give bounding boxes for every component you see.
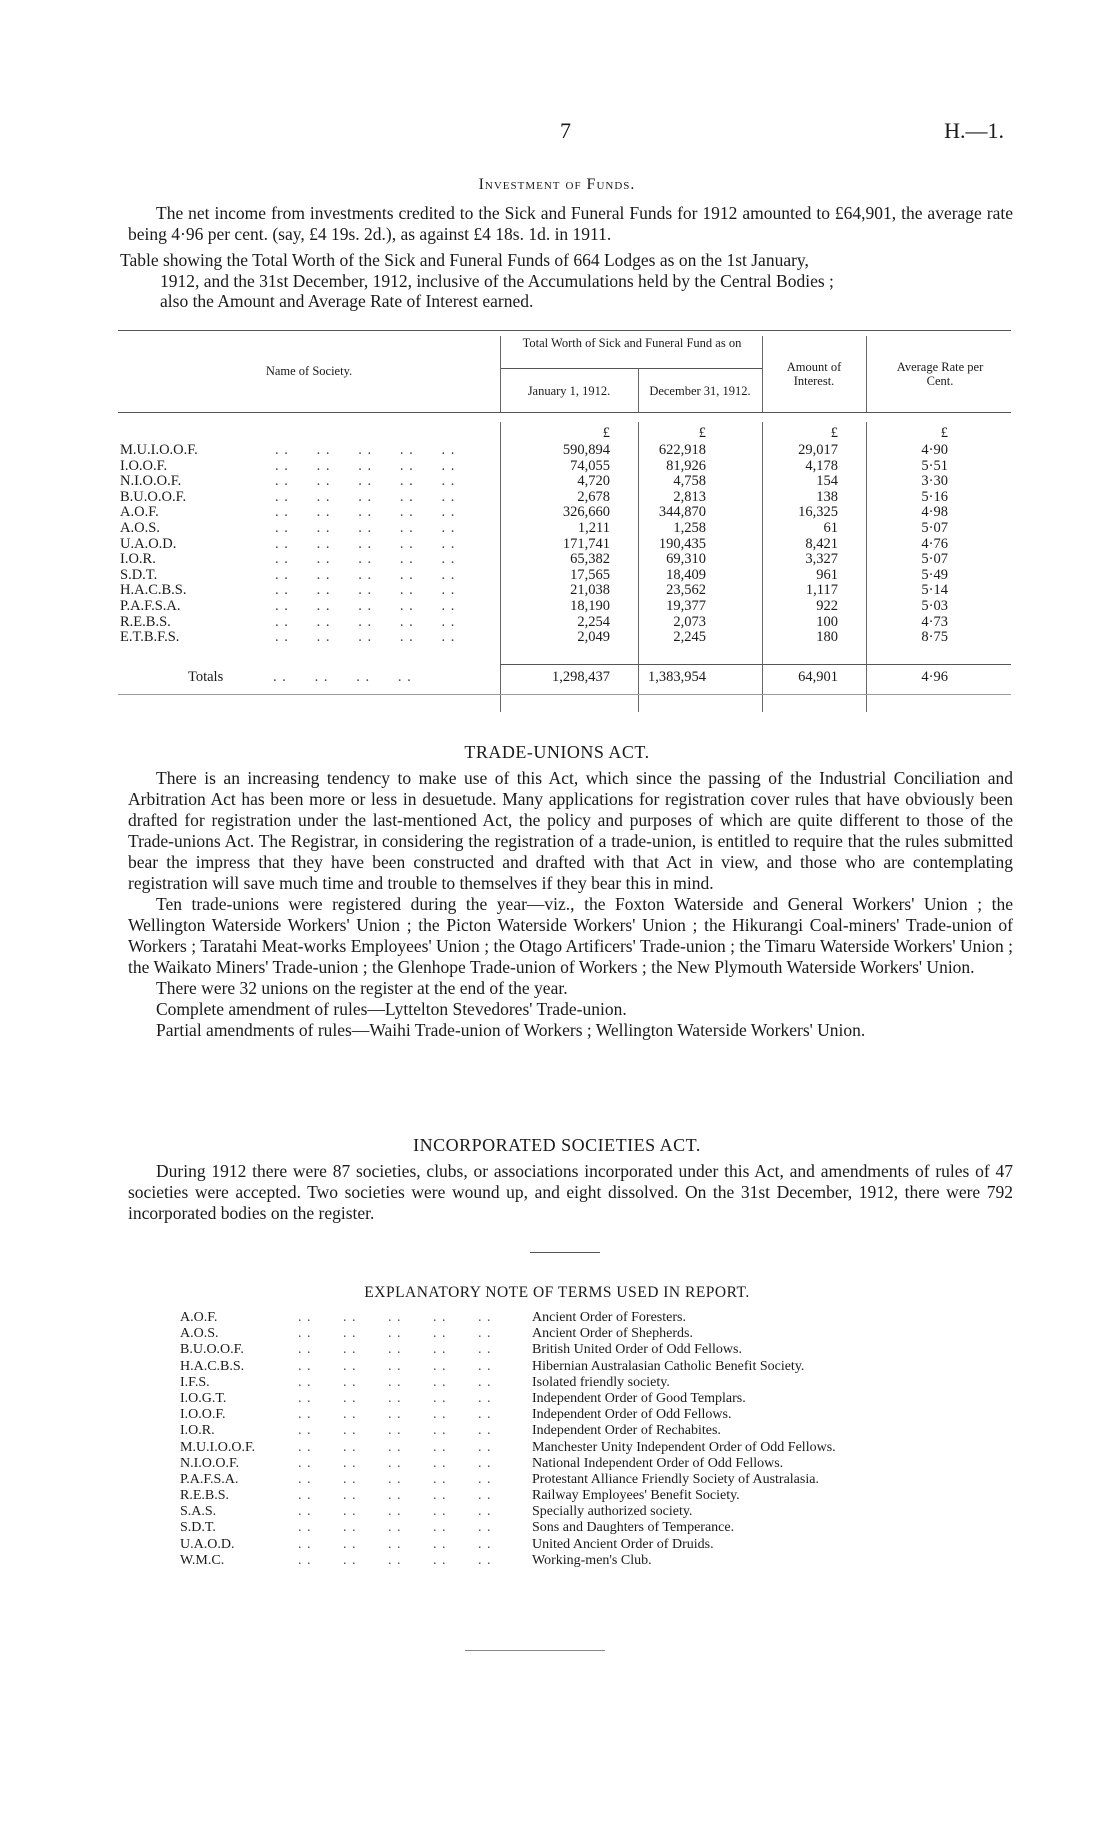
society-name: A.O.S. [120, 520, 160, 536]
table-caption [120, 250, 1015, 312]
cell-jan: 4,720 [577, 473, 610, 490]
cell-interest: 16,325 [798, 504, 838, 521]
leader-dots: . . . . . . . . . . [275, 582, 456, 599]
glossary-item [180, 1472, 1000, 1488]
cell-rate: 5·51 [921, 457, 948, 474]
cell-rate: 3·30 [921, 473, 948, 490]
cell-dec: 81,926 [666, 457, 706, 474]
leader-dots: . . . . . . . . . . [298, 1455, 492, 1471]
glossary-abbreviation: I.O.O.F. [180, 1407, 226, 1423]
cell-interest: 8,421 [805, 535, 838, 552]
cell-interest: 3,327 [805, 551, 838, 568]
totals-row [118, 670, 1011, 686]
trade-unions-p4: Complete amendment of rules—Lyttelton Stevedores' Trade-union. [156, 999, 627, 1019]
society-name: R.E.B.S. [120, 613, 171, 630]
table-divider [500, 336, 501, 412]
leader-dots: . . . . . . . . . . [298, 1471, 492, 1487]
cell-jan: 17,565 [570, 566, 610, 583]
glossary-definition: Sons and Daughters of Temperance. [532, 1520, 735, 1536]
glossary-definition: Hibernian Australasian Catholic Benefit Society. [532, 1358, 805, 1374]
glossary-item [180, 1440, 1000, 1456]
leader-dots: . . . . . . . . . . [275, 504, 456, 521]
cell-jan: 1,211 [577, 520, 610, 536]
cell-jan: 326,660 [562, 504, 610, 521]
leader-dots: . . . . . . . . . . [275, 473, 456, 490]
cell-dec: 190,435 [658, 535, 706, 552]
table-caption-line-3: also the Amount and Average Rate of Interest earned. [160, 291, 534, 311]
leader-dots: . . . . . . . . . . [298, 1536, 492, 1552]
cell-rate: 4·76 [921, 535, 948, 552]
trade-unions-section [128, 768, 1013, 1041]
leader-dots: . . . . . . . . . . [298, 1504, 492, 1520]
table-row [118, 630, 1011, 646]
header-january: January 1, 1912. [527, 384, 611, 398]
leader-dots: . . . . . . . . . . [275, 520, 456, 536]
totals-interest: 64,901 [798, 669, 838, 685]
unit-jan: £ [602, 425, 610, 441]
table-caption-line-2: 1912, and the 31st December, 1912, inclusive of the Accumulations held by the Central Bodies ; [160, 270, 834, 291]
glossary-abbreviation: R.E.B.S. [180, 1488, 230, 1504]
leader-dots: . . . . . . . . . . [298, 1310, 492, 1325]
glossary-abbreviation: H.A.C.B.S. [180, 1358, 245, 1374]
glossary-item [180, 1375, 1000, 1391]
glossary-abbreviation: A.O.S. [180, 1326, 219, 1342]
glossary-heading: EXPLANATORY NOTE OF TERMS USED IN REPORT. [364, 1284, 750, 1301]
table-row [118, 443, 1011, 459]
cell-interest: 100 [816, 613, 838, 630]
cell-rate: 5·16 [921, 488, 948, 505]
document-reference: H.—1. [944, 118, 1004, 143]
cell-interest: 154 [816, 473, 838, 490]
cell-jan: 2,049 [577, 629, 610, 646]
glossary-abbreviation: I.O.G.T. [180, 1390, 227, 1406]
table-subheader-rule [500, 368, 762, 369]
table-header-rule [118, 412, 1011, 413]
glossary-abbreviation: U.A.O.D. [180, 1536, 235, 1552]
cell-jan: 74,055 [570, 457, 610, 474]
glossary-definition: Independent Order of Rechabites. [532, 1423, 721, 1439]
cell-jan: 590,894 [562, 442, 610, 458]
incorporated-p1: During 1912 there were 87 societies, clubs, or associations incorporated under this Act, and amendments of rules of 47 societies were accepted. Two societies were wound up, and eight dissolved. On the 31st December, 1912, there were 792 incorporated bodies on the register. [128, 1161, 1013, 1223]
glossary-item [180, 1326, 1000, 1342]
end-rule [465, 1650, 605, 1651]
cell-rate: 8·75 [921, 629, 948, 646]
glossary-abbreviation: A.O.F. [180, 1310, 218, 1325]
trade-unions-p5: Partial amendments of rules—Waihi Trade-union of Workers ; Wellington Waterside Workers' Union. [156, 1020, 866, 1040]
leader-dots: . . . . . . . . . . [298, 1326, 492, 1342]
glossary-item [180, 1391, 1000, 1407]
cell-dec: 18,409 [666, 566, 706, 583]
glossary-item [180, 1456, 1000, 1472]
trade-unions-heading: TRADE-UNIONS ACT. [464, 742, 650, 762]
cell-dec: 622,918 [658, 442, 706, 458]
leader-dots: . . . . . . . . . . [298, 1407, 492, 1423]
glossary-item [180, 1407, 1000, 1423]
unit-dec: £ [698, 425, 706, 441]
cell-rate: 4·98 [921, 504, 948, 521]
cell-rate: 5·07 [921, 520, 948, 536]
glossary-item [180, 1537, 1000, 1553]
unit-interest: £ [830, 425, 838, 441]
glossary-abbreviation: B.U.O.O.F. [180, 1342, 244, 1358]
society-name: M.U.I.O.O.F. [120, 442, 198, 458]
glossary-item [180, 1310, 1000, 1326]
cell-dec: 19,377 [666, 598, 706, 614]
society-name: H.A.C.B.S. [120, 582, 187, 599]
unit-rate: £ [940, 425, 948, 441]
cell-interest: 922 [816, 598, 838, 614]
glossary-abbreviation: P.A.F.S.A. [180, 1471, 239, 1487]
leader-dots: . . . . . . . . . . [298, 1488, 492, 1504]
leader-dots: . . . . . . . . . . [298, 1423, 492, 1439]
society-name: I.O.R. [120, 551, 156, 568]
leader-dots: . . . . . . . . . . [275, 488, 456, 505]
society-name: U.A.O.D. [120, 535, 177, 552]
cell-dec: 23,562 [666, 582, 706, 599]
glossary-definition: Ancient Order of Shepherds. [532, 1326, 693, 1342]
cell-dec: 1,258 [673, 520, 706, 536]
society-name: A.O.F. [120, 504, 159, 521]
cell-rate: 5·14 [921, 582, 948, 599]
society-name: N.I.O.O.F. [120, 473, 182, 490]
glossary-definition: Protestant Alliance Friendly Society of Australasia. [532, 1471, 819, 1487]
table-row [118, 568, 1011, 584]
cell-dec: 344,870 [658, 504, 706, 521]
table-row [118, 521, 1011, 537]
investment-paragraph [128, 203, 1013, 245]
glossary-abbreviation: S.A.S. [180, 1504, 217, 1520]
cell-dec: 69,310 [666, 551, 706, 568]
glossary-definition: British United Order of Odd Fellows. [532, 1342, 742, 1358]
cell-jan: 18,190 [570, 598, 610, 614]
leader-dots: . . . . . . . . . . [298, 1520, 492, 1536]
table-row [118, 490, 1011, 506]
glossary-abbreviation: S.D.T. [180, 1520, 216, 1536]
leader-dots: . . . . . . . . . . [298, 1439, 492, 1455]
cell-rate: 4·73 [921, 613, 948, 630]
table-caption-line-1: Table showing the Total Worth of the Sick and Funeral Funds of 664 Lodges as on the 1st January, [120, 250, 809, 270]
cell-dec: 2,073 [673, 613, 706, 630]
cell-jan: 21,038 [570, 582, 610, 599]
totals-jan: 1,298,437 [552, 669, 610, 685]
table-row [118, 552, 1011, 568]
cell-dec: 4,758 [673, 473, 706, 490]
leader-dots: . . . . . . . . . . [275, 442, 456, 458]
incorporated-heading: INCORPORATED SOCIETIES ACT. [413, 1135, 701, 1155]
glossary-definition: Railway Employees' Benefit Society. [532, 1488, 740, 1504]
leader-dots: . . . . . . . . . . [275, 566, 456, 583]
society-name: S.D.T. [120, 566, 158, 583]
glossary-item [180, 1488, 1000, 1504]
header-december: December 31, 1912. [649, 384, 751, 398]
table-row [118, 537, 1011, 553]
totals-dec: 1,383,954 [648, 669, 706, 685]
leader-dots: . . . . . . . . . . [298, 1342, 492, 1358]
glossary-list [180, 1310, 1000, 1569]
units-row [118, 426, 1011, 442]
header-rate: Average Rate per Cent. [896, 360, 984, 388]
table-bottom-rule [118, 694, 1011, 695]
leader-dots: . . . . . . . . . . [275, 613, 456, 630]
glossary-abbreviation: I.F.S. [180, 1374, 210, 1390]
incorporated-section [128, 1161, 1013, 1224]
glossary-item [180, 1504, 1000, 1520]
table-row [118, 459, 1011, 475]
glossary-item [180, 1342, 1000, 1358]
header-interest: Amount of Interest. [786, 360, 842, 388]
cell-rate: 5·49 [921, 566, 948, 583]
page-number: 7 [560, 118, 571, 143]
glossary-definition: Specially authorized society. [532, 1504, 693, 1520]
cell-rate: 4·90 [921, 442, 948, 458]
totals-rule [500, 664, 1011, 665]
leader-dots: . . . . . . . . . . [275, 535, 456, 552]
cell-interest: 138 [816, 488, 838, 505]
glossary-definition: Independent Order of Good Templars. [532, 1390, 746, 1406]
totals-label: Totals [188, 669, 224, 685]
investment-heading: Investment of Funds. [478, 176, 636, 193]
header-name: Name of Society. [265, 364, 353, 378]
trade-unions-p2: Ten trade-unions were registered during the year—viz., the Foxton Waterside and General Workers' Union ; the Wellington Waterside Workers' Union ; the Picton Waterside Workers' Union ; the Hikurangi Coal-miners' Trade-union of Workers ; Taratahi Meat-works Employees' Union ; the Otago Artificers' Trade-union ; the Timaru Waterside Workers' Union ; the Waikato Miners' Trade-union ; the Glenhope Trade-union of Workers ; the New Plymouth Waterside Workers' Union. [128, 894, 1013, 977]
glossary-definition: United Ancient Order of Druids. [532, 1536, 714, 1552]
cell-dec: 2,813 [673, 488, 706, 505]
cell-interest: 180 [816, 629, 838, 646]
society-name: B.U.O.O.F. [120, 488, 187, 505]
cell-rate: 5·07 [921, 551, 948, 568]
glossary-item [180, 1553, 1000, 1569]
table-row [118, 474, 1011, 490]
cell-jan: 2,678 [577, 488, 610, 505]
glossary-item [180, 1520, 1000, 1536]
glossary-definition: Manchester Unity Independent Order of Odd Fellows. [532, 1439, 836, 1455]
section-divider [530, 1252, 600, 1253]
table-row [118, 583, 1011, 599]
glossary-abbreviation: I.O.R. [180, 1423, 215, 1439]
glossary-definition: Working-men's Club. [532, 1552, 652, 1568]
table-row [118, 599, 1011, 615]
trade-unions-p3: There were 32 unions on the register at the end of the year. [156, 978, 568, 998]
glossary-definition: Independent Order of Odd Fellows. [532, 1407, 732, 1423]
cell-interest: 29,017 [798, 442, 838, 458]
trade-unions-p1: There is an increasing tendency to make use of this Act, which since the passing of the Industrial Conciliation and Arbitration Act has been more or less in desuetude. Many applications for registration cover rules that have obviously been drafted for registration under the last-mentioned Act, the policy and purposes of which are quite different to those of the Trade-unions Act. The Registrar, in considering the registration of a trade-union, is entitled to require that the rules submitted bear the impress that they have been constructed and drafted with that Act in view, and those who are contemplating registration will save much time and trouble to themselves if they bear this in mind. [128, 768, 1013, 893]
cell-interest: 61 [823, 520, 838, 536]
cell-jan: 65,382 [570, 551, 610, 568]
totals-rate: 4·96 [921, 669, 948, 685]
cell-jan: 2,254 [577, 613, 610, 630]
leader-dots: . . . . . . . . . . [298, 1390, 492, 1406]
glossary-definition: Ancient Order of Foresters. [532, 1310, 686, 1325]
cell-interest: 961 [816, 566, 838, 583]
society-name: E.T.B.F.S. [120, 629, 180, 646]
table-top-rule [118, 330, 1011, 331]
glossary-definition: National Independent Order of Odd Fellows. [532, 1455, 784, 1471]
totals-dots: . . . . . . . . [273, 669, 412, 685]
society-name: P.A.F.S.A. [120, 598, 181, 614]
cell-rate: 5·03 [921, 598, 948, 614]
table-row [118, 615, 1011, 631]
table-row [118, 505, 1011, 521]
table-divider [762, 336, 763, 412]
cell-interest: 4,178 [805, 457, 838, 474]
investment-text: The net income from investments credited to the Sick and Funeral Funds for 1912 amounted to £64,901, the average rate being 4·96 per cent. (say, £4 19s. 2d.), as against £4 18s. 1d. in 1911. [128, 203, 1013, 244]
leader-dots: . . . . . . . . . . [275, 457, 456, 474]
glossary-abbreviation: M.U.I.O.O.F. [180, 1439, 256, 1455]
leader-dots: . . . . . . . . . . [298, 1552, 492, 1568]
table-divider [866, 336, 867, 412]
funds-table [118, 330, 1011, 718]
glossary-item [180, 1359, 1000, 1375]
leader-dots: . . . . . . . . . . [298, 1358, 492, 1374]
glossary-abbreviation: W.M.C. [180, 1552, 225, 1568]
society-name: I.O.O.F. [120, 457, 168, 474]
cell-interest: 1,117 [805, 582, 838, 599]
leader-dots: . . . . . . . . . . [298, 1374, 492, 1390]
glossary-abbreviation: N.I.O.O.F. [180, 1455, 240, 1471]
glossary-item [180, 1423, 1000, 1439]
glossary-definition: Isolated friendly society. [532, 1374, 670, 1390]
leader-dots: . . . . . . . . . . [275, 598, 456, 614]
cell-jan: 171,741 [562, 535, 610, 552]
cell-dec: 2,245 [673, 629, 706, 646]
header-total-worth: Total Worth of Sick and Funeral Fund as on [522, 336, 742, 350]
leader-dots: . . . . . . . . . . [275, 551, 456, 568]
leader-dots: . . . . . . . . . . [275, 629, 456, 646]
